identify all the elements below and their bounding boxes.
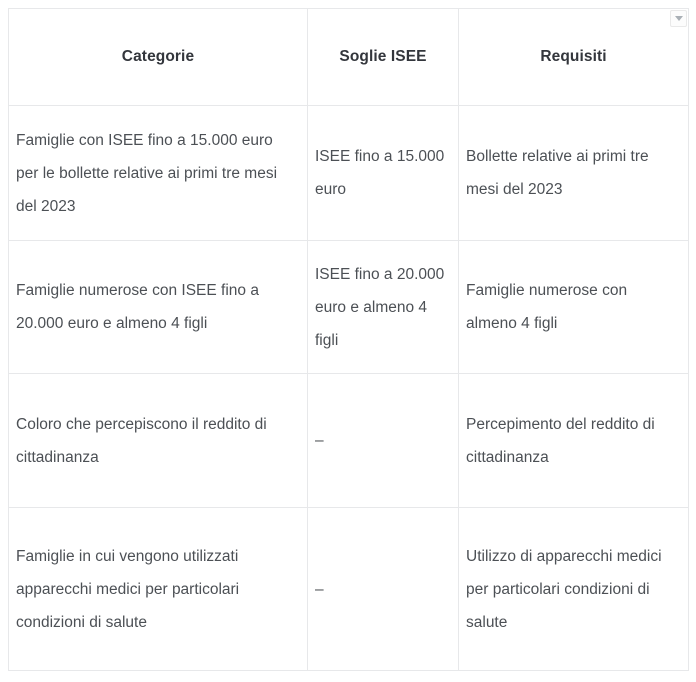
- cell-soglie-isee: –: [308, 508, 459, 671]
- table-row: [9, 106, 689, 241]
- cell-requisiti: Utilizzo di apparecchi medici per particolari condizioni di salute: [459, 508, 689, 671]
- cell-categorie: Famiglie numerose con ISEE fino a 20.000 euro e almeno 4 figli: [9, 241, 308, 374]
- cell-soglie-isee: –: [308, 374, 459, 508]
- cell-categorie: Famiglie in cui vengono utilizzati apparecchi medici per particolari condizioni di salute: [9, 508, 308, 671]
- header-cell-requisiti: Requisiti: [459, 9, 689, 106]
- table-row: [9, 241, 689, 374]
- caret-down-icon: [675, 16, 683, 21]
- cell-categorie: Famiglie con ISEE fino a 15.000 euro per le bollette relative ai primi tre mesi del 2023: [9, 106, 308, 241]
- table-row: [9, 374, 689, 508]
- isee-requirements-table: [8, 8, 689, 671]
- header-cell-categorie: Categorie: [9, 9, 308, 106]
- cell-requisiti: Bollette relative ai primi tre mesi del 2023: [459, 106, 689, 241]
- cell-categorie: Coloro che percepiscono il reddito di cittadinanza: [9, 374, 308, 508]
- cell-requisiti: Percepimento del reddito di cittadinanza: [459, 374, 689, 508]
- cell-soglie-isee: ISEE fino a 20.000 euro e almeno 4 figli: [308, 241, 459, 374]
- cell-requisiti: Famiglie numerose con almeno 4 figli: [459, 241, 689, 374]
- cell-soglie-isee: ISEE fino a 15.000 euro: [308, 106, 459, 241]
- table-options-button[interactable]: [670, 10, 687, 27]
- header-cell-soglie-isee: Soglie ISEE: [308, 9, 459, 106]
- table-row: [9, 508, 689, 671]
- table-header-row: [9, 9, 689, 106]
